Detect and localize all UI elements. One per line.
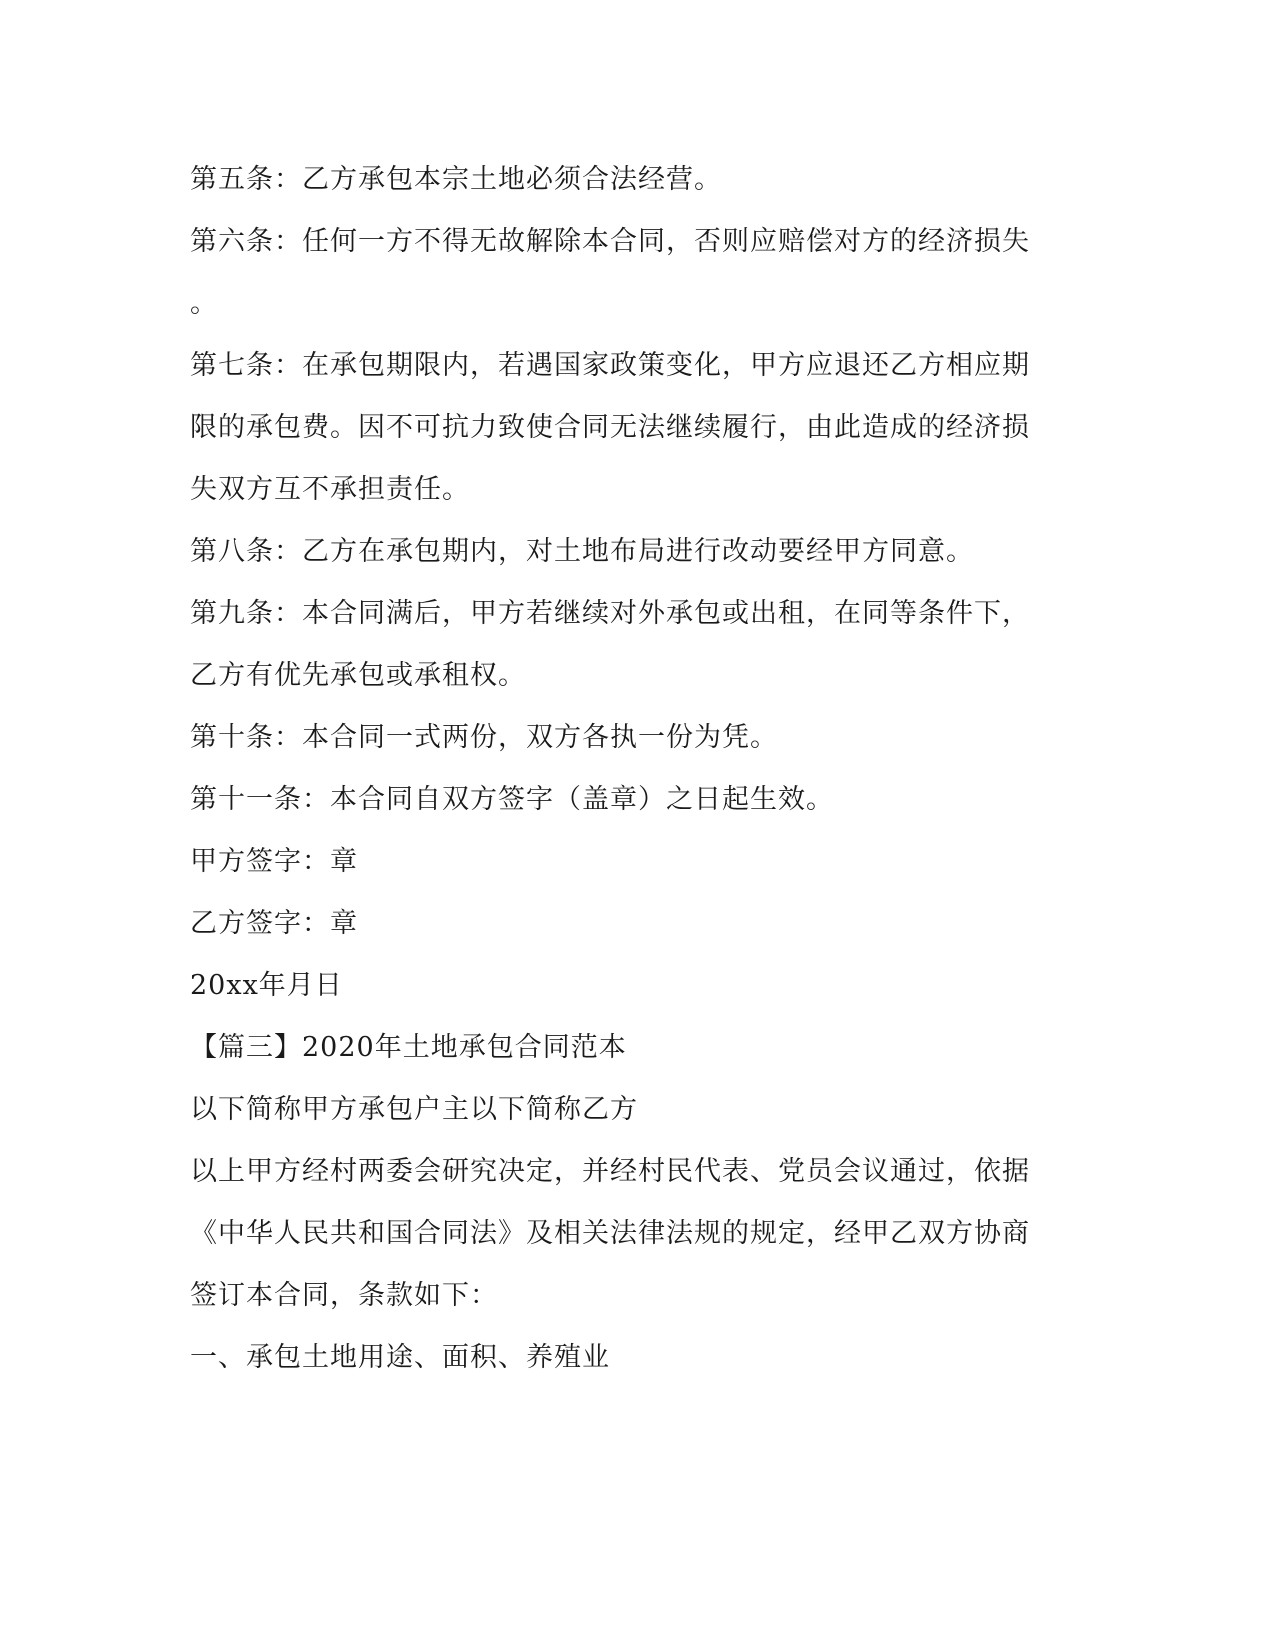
parties-line: 以下简称甲方承包户主以下简称乙方: [190, 1094, 638, 1125]
article-7-line-1: 第七条：在承包期限内，若遇国家政策变化，甲方应退还乙方相应期: [190, 350, 1030, 381]
article-10-line: 第十条：本合同一式两份，双方各执一份为凭。: [190, 722, 778, 753]
date-line: 20xx年月日: [190, 970, 343, 1001]
article-6-line-1: 第六条：任何一方不得无故解除本合同，否则应赔偿对方的经济损失: [190, 226, 1030, 257]
article-7-line-3: 失双方互不承担责任。: [190, 474, 470, 505]
party-a-signature-line: 甲方签字：章: [190, 846, 358, 877]
preamble-line-1: 以上甲方经村两委会研究决定，并经村民代表、党员会议通过，依据: [190, 1156, 1030, 1187]
article-5-line: 第五条：乙方承包本宗土地必须合法经营。: [190, 164, 722, 195]
section-three-heading: 【篇三】2020年土地承包合同范本: [190, 1032, 627, 1063]
article-9-line-2: 乙方有优先承包或承租权。: [190, 660, 526, 691]
article-11-line: 第十一条：本合同自双方签字（盖章）之日起生效。: [190, 784, 834, 815]
clause-1-heading: 一、承包土地用途、面积、养殖业: [190, 1342, 610, 1373]
article-8-line: 第八条：乙方在承包期内，对土地布局进行改动要经甲方同意。: [190, 536, 974, 567]
article-7-line-2: 限的承包费。因不可抗力致使合同无法继续履行，由此造成的经济损: [190, 412, 1030, 443]
article-9-line-1: 第九条：本合同满后，甲方若继续对外承包或出租，在同等条件下，: [190, 598, 1030, 629]
article-6-line-2: 。: [190, 288, 218, 319]
preamble-line-3: 签订本合同，条款如下：: [190, 1280, 498, 1311]
preamble-line-2: 《中华人民共和国合同法》及相关法律法规的规定，经甲乙双方协商: [190, 1218, 1030, 1249]
party-b-signature-line: 乙方签字：章: [190, 908, 358, 939]
